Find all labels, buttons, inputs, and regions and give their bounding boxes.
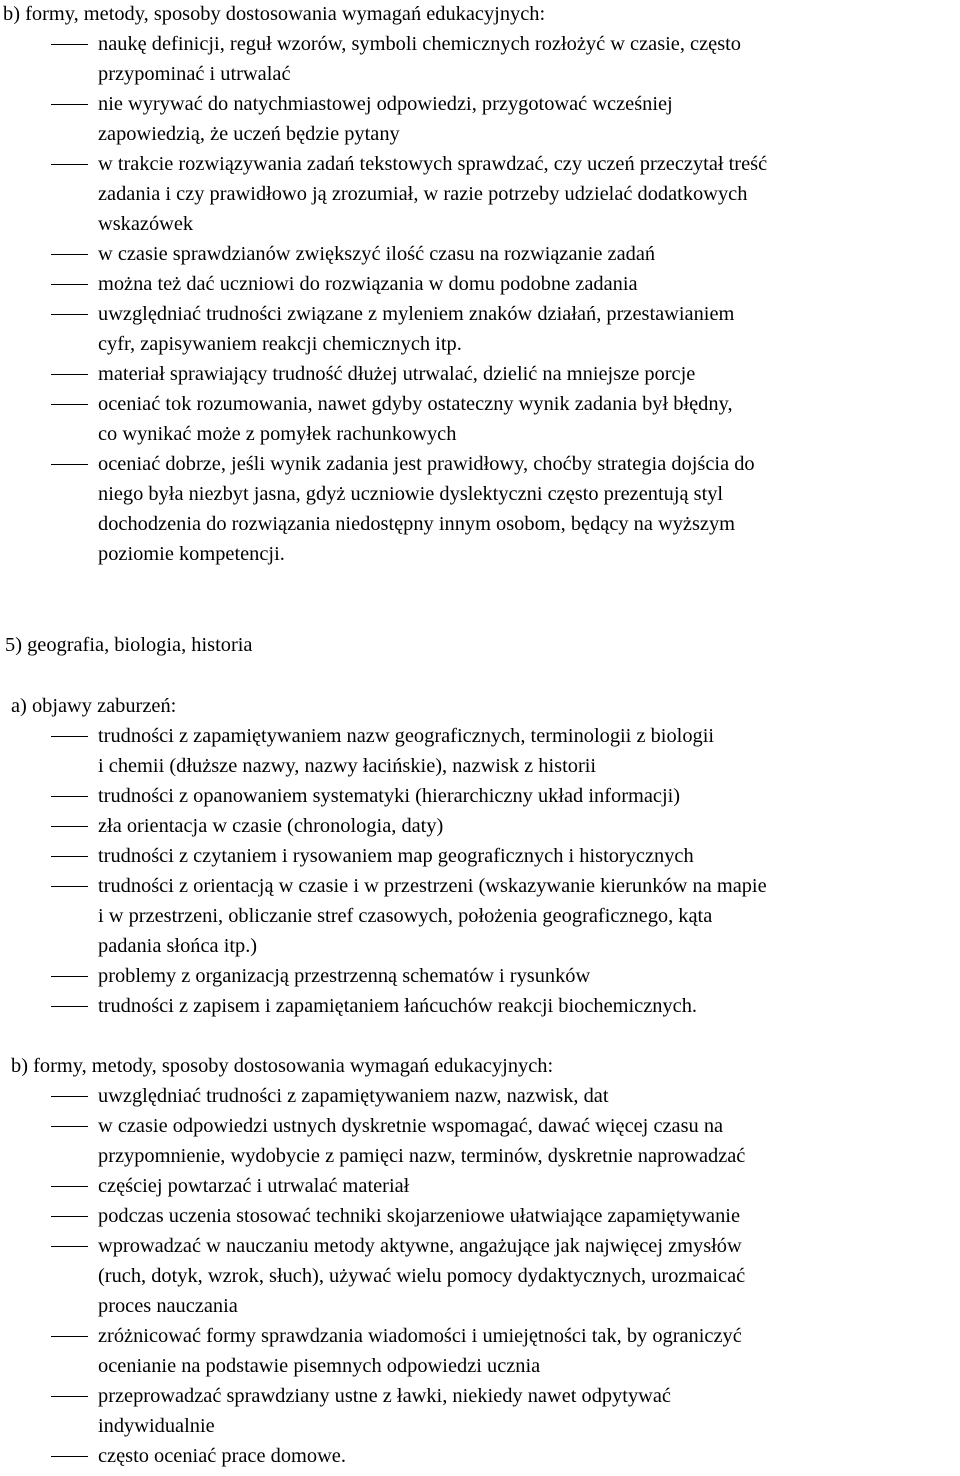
dash-bullet-icon — [51, 1201, 88, 1231]
dash-bullet-icon — [51, 1321, 88, 1351]
list-item-text: trudności z zapamiętywaniem nazw geograficznych, terminologii z biologii — [98, 725, 715, 747]
list-item — [0, 359, 960, 389]
dash-bullet-icon — [51, 1081, 88, 1111]
list-item-text: naukę definicji, reguł wzorów, symboli chemicznych rozłożyć w czasie, często — [98, 33, 741, 55]
list-item-text: dochodzenia do rozwiązania niedostępny innym osobom, będący na wyższym — [98, 513, 736, 535]
dash-bullet-icon — [51, 89, 88, 119]
list-item-text: trudności z zapisem i zapamiętaniem łańcuchów reakcji biochemicznych. — [98, 995, 698, 1017]
list-item — [0, 1171, 960, 1201]
dash-bullet-icon — [51, 841, 88, 871]
list-item-text: w czasie odpowiedzi ustnych dyskretnie wspomagać, dawać więcej czasu na — [98, 1115, 724, 1137]
dash-bullet-icon — [51, 449, 88, 479]
list-item — [0, 1321, 960, 1381]
list-item — [0, 149, 960, 239]
list-item-text: (ruch, dotyk, wzrok, słuch), używać wielu pomocy dydaktycznych, urozmaicać — [98, 1265, 746, 1287]
list-item-text: zadania i czy prawidłowo ją zrozumiał, w razie potrzeby udzielać dodatkowych — [98, 183, 748, 205]
list-item-text: uwzględniać trudności związane z myleniem znaków działań, przestawianiem — [98, 303, 735, 325]
dash-bullet-icon — [51, 239, 88, 269]
dash-bullet-icon — [51, 781, 88, 811]
list-b-forms-2 — [0, 1081, 960, 1471]
dash-bullet-icon — [51, 1441, 88, 1471]
dash-bullet-icon — [51, 389, 88, 419]
dash-bullet-icon — [51, 961, 88, 991]
list-item-text: uwzględniać trudności z zapamiętywaniem nazw, nazwisk, dat — [98, 1085, 609, 1107]
list-item-text: trudności z orientacją w czasie i w przestrzeni (wskazywanie kierunków na mapie — [98, 875, 767, 897]
list-item-text: trudności z czytaniem i rysowaniem map geograficznych i historycznych — [98, 845, 694, 867]
dash-bullet-icon — [51, 1231, 88, 1261]
list-item — [0, 1441, 960, 1471]
list-item-text: zapowiedzią, że uczeń będzie pytany — [98, 123, 400, 145]
list-item — [0, 269, 960, 299]
list-item — [0, 29, 960, 89]
list-b-forms — [0, 29, 960, 569]
list-item — [0, 389, 960, 449]
list-item — [0, 721, 960, 781]
list-item — [0, 1081, 960, 1111]
list-item — [0, 871, 960, 961]
list-item-text: trudności z opanowaniem systematyki (hierarchiczny układ informacji) — [98, 785, 681, 807]
list-item-text: oceniać dobrze, jeśli wynik zadania jest prawidłowy, choćby strategia dojścia do — [98, 453, 755, 475]
list-item-text: w trakcie rozwiązywania zadań tekstowych sprawdzać, czy uczeń przeczytał treść — [98, 153, 768, 175]
list-item-text: i w przestrzeni, obliczanie stref czasowych, położenia geograficznego, kąta — [98, 905, 713, 927]
dash-bullet-icon — [51, 299, 88, 329]
list-item-text: padania słońca itp.) — [98, 935, 258, 957]
list-item-text: podczas uczenia stosować techniki skojarzeniowe ułatwiające zapamiętywanie — [98, 1205, 741, 1227]
list-item-text: ocenianie na podstawie pisemnych odpowiedzi ucznia — [98, 1355, 541, 1377]
list-item-text: można też dać uczniowi do rozwiązania w domu podobne zadania — [98, 273, 638, 295]
list-item-text: cyfr, zapisywaniem reakcji chemicznych itp. — [98, 333, 462, 355]
list-item-text: proces nauczania — [98, 1295, 238, 1317]
list-item-text: przypomnienie, wydobycie z pamięci nazw, terminów, dyskretnie naprowadzać — [98, 1145, 746, 1167]
list-item — [0, 239, 960, 269]
dash-bullet-icon — [51, 269, 88, 299]
dash-bullet-icon — [51, 1171, 88, 1201]
list-item — [0, 811, 960, 841]
section-heading-5-geography: 5) geografia, biologia, historia — [5, 634, 253, 656]
dash-bullet-icon — [51, 29, 88, 59]
section-heading-b-forms-2: b) formy, metody, sposoby dostosowania wymagań edukacyjnych: — [11, 1055, 554, 1077]
list-item-text: przypominać i utrwalać — [98, 63, 291, 85]
dash-bullet-icon — [51, 149, 88, 179]
list-item — [0, 1111, 960, 1171]
list-item — [0, 299, 960, 359]
list-item-text: oceniać tok rozumowania, nawet gdyby ostateczny wynik zadania był błędny, — [98, 393, 733, 415]
dash-bullet-icon — [51, 1111, 88, 1141]
dash-bullet-icon — [51, 721, 88, 751]
list-item-text: nie wyrywać do natychmiastowej odpowiedzi, przygotować wcześniej — [98, 93, 673, 115]
dash-bullet-icon — [51, 1381, 88, 1411]
section-heading-a-symptoms: a) objawy zaburzeń: — [11, 695, 177, 717]
list-item-text: częściej powtarzać i utrwalać materiał — [98, 1175, 410, 1197]
list-item — [0, 781, 960, 811]
list-item-text: wprowadzać w nauczaniu metody aktywne, angażujące jak najwięcej zmysłów — [98, 1235, 742, 1257]
list-item-text: przeprowadzać sprawdziany ustne z ławki, niekiedy nawet odpytywać — [98, 1385, 671, 1407]
list-item — [0, 449, 960, 569]
list-item — [0, 991, 960, 1021]
list-item — [0, 1231, 960, 1321]
section-heading-b-forms: b) formy, metody, sposoby dostosowania wymagań edukacyjnych: — [3, 3, 546, 25]
list-item — [0, 841, 960, 871]
list-item — [0, 1201, 960, 1231]
list-item-text: zróżnicować formy sprawdzania wiadomości i umiejętności tak, by ograniczyć — [98, 1325, 742, 1347]
dash-bullet-icon — [51, 991, 88, 1021]
list-item — [0, 1381, 960, 1441]
list-item-text: wskazówek — [98, 213, 194, 235]
dash-bullet-icon — [51, 811, 88, 841]
list-item-text: indywidualnie — [98, 1415, 215, 1437]
list-item-text: często oceniać prace domowe. — [98, 1445, 346, 1467]
list-item-text: niego była niezbyt jasna, gdyż uczniowie dyslektyczni często prezentują styl — [98, 483, 724, 505]
list-a-symptoms — [0, 721, 960, 1021]
list-item — [0, 961, 960, 991]
list-item — [0, 89, 960, 149]
list-item-text: zła orientacja w czasie (chronologia, daty) — [98, 815, 444, 837]
dash-bullet-icon — [51, 359, 88, 389]
dash-bullet-icon — [51, 871, 88, 901]
list-item-text: i chemii (dłuższe nazwy, nazwy łacińskie), nazwisk z historii — [98, 755, 597, 777]
list-item-text: poziomie kompetencji. — [98, 543, 285, 565]
list-item-text: materiał sprawiający trudność dłużej utrwalać, dzielić na mniejsze porcje — [98, 363, 696, 385]
list-item-text: co wynikać może z pomyłek rachunkowych — [98, 423, 457, 445]
list-item-text: w czasie sprawdzianów zwiększyć ilość czasu na rozwiązanie zadań — [98, 243, 656, 265]
list-item-text: problemy z organizacją przestrzenną schematów i rysunków — [98, 965, 591, 987]
